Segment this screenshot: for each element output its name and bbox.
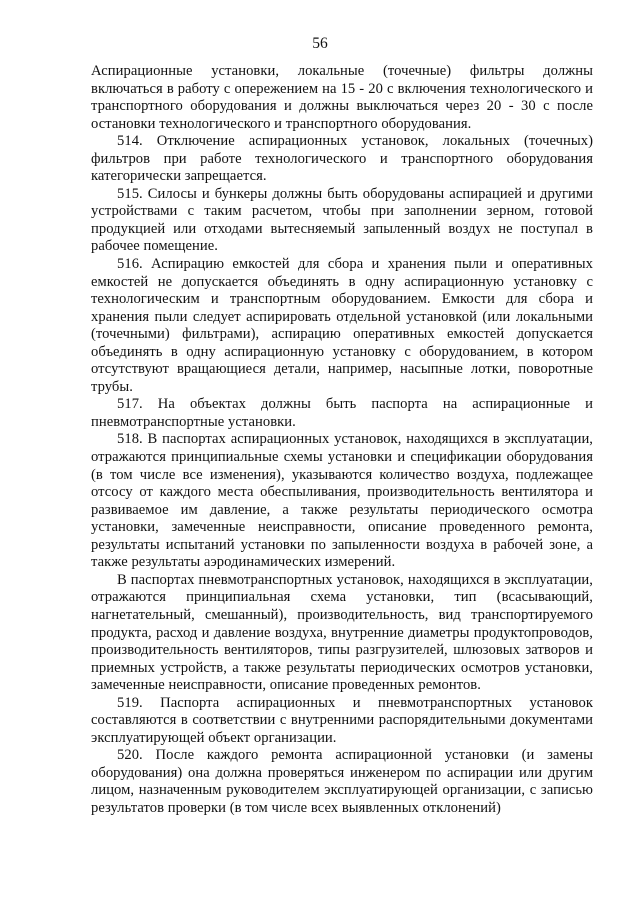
paragraph-515: 515. Силосы и бункеры должны быть оборудованы аспирацией и другими устройствами с таким расчетом, чтобы при заполнении зерном, готовой продукцией или отходами вытесняемый запыленный воздух не поступал в рабочее помещение. — [91, 185, 593, 255]
body-text — [91, 63, 593, 818]
paragraph-518: 518. В паспортах аспирационных установок, находящихся в эксплуатации, отражаются принципиальные схемы установки и спецификации оборудования (в том числе все изменения), указываются количество воздуха, подлежащее отсосу от каждого места обеспыливания, производительность вентилятора и развиваемое им давление, а также результаты периодического осмотра установки, замеченные неисправности, описание проведенного ремонта, результаты испытаний установки по запыленности воздуха в рабочей зоне, а также результаты аэродинамических измерений. — [91, 431, 593, 571]
paragraph-517: 517. На объектах должны быть паспорта на аспирационные и пневмотранспортные установки. — [91, 396, 593, 430]
paragraph-continuation: Аспирационные установки, локальные (точечные) фильтры должны включаться в работу с опережением на 15 - 20 с включения технологического и транспортного оборудования и должны выключаться через 20 - 30 с после остановки технологического и транспортного оборудования. — [91, 63, 593, 132]
page-number: 56 — [312, 35, 328, 52]
paragraph-520: 520. После каждого ремонта аспирационной установки (и замены оборудования) она должна проверяться инженером по аспирации или другим лицом, назначенным руководителем эксплуатирующей организации, с записью результатов проверки (в том числе всех выявленных отклонений) — [91, 747, 593, 816]
paragraph-516: 516. Аспирацию емкостей для сбора и хранения пыли и оперативных емкостей не допускается объединять в одну аспирационную установку с технологическим и транспортным оборудованием. Емкости для сбора и хранения пыли следует аспирировать отдельной установкой (или локальными (точечными) фильтрами), аспирацию оперативных емкостей допускается объединять в одну аспирационную установку с оборудованием, в котором отсутствуют вращающиеся детали, например, насыпные лотки, поворотные трубы. — [91, 256, 593, 395]
paragraph-514: 514. Отключение аспирационных установок, локальных (точечных) фильтров при работе технологического и транспортного оборудования категорически запрещается. — [91, 133, 593, 185]
paragraph-519: 519. Паспорта аспирационных и пневмотранспортных установок составляются в соответствии с внутренними распорядительными документами эксплуатирующей объект организации. — [91, 694, 593, 746]
paragraph-518-pneumo: В паспортах пневмотранспортных установок, находящихся в эксплуатации, отражаются принципиальная схема установки, тип (всасывающий, нагнетательный, смешанный), производительность, вид транспортируемого продукта, расход и давление воздуха, внутренние диаметры продуктопроводов, производительность вентиляторов, типы разгрузителей, шлюзовых затворов и приемных устройств, а также результаты периодических осмотров установки, замеченные неисправности, описание проведенных ремонтов. — [91, 571, 593, 694]
